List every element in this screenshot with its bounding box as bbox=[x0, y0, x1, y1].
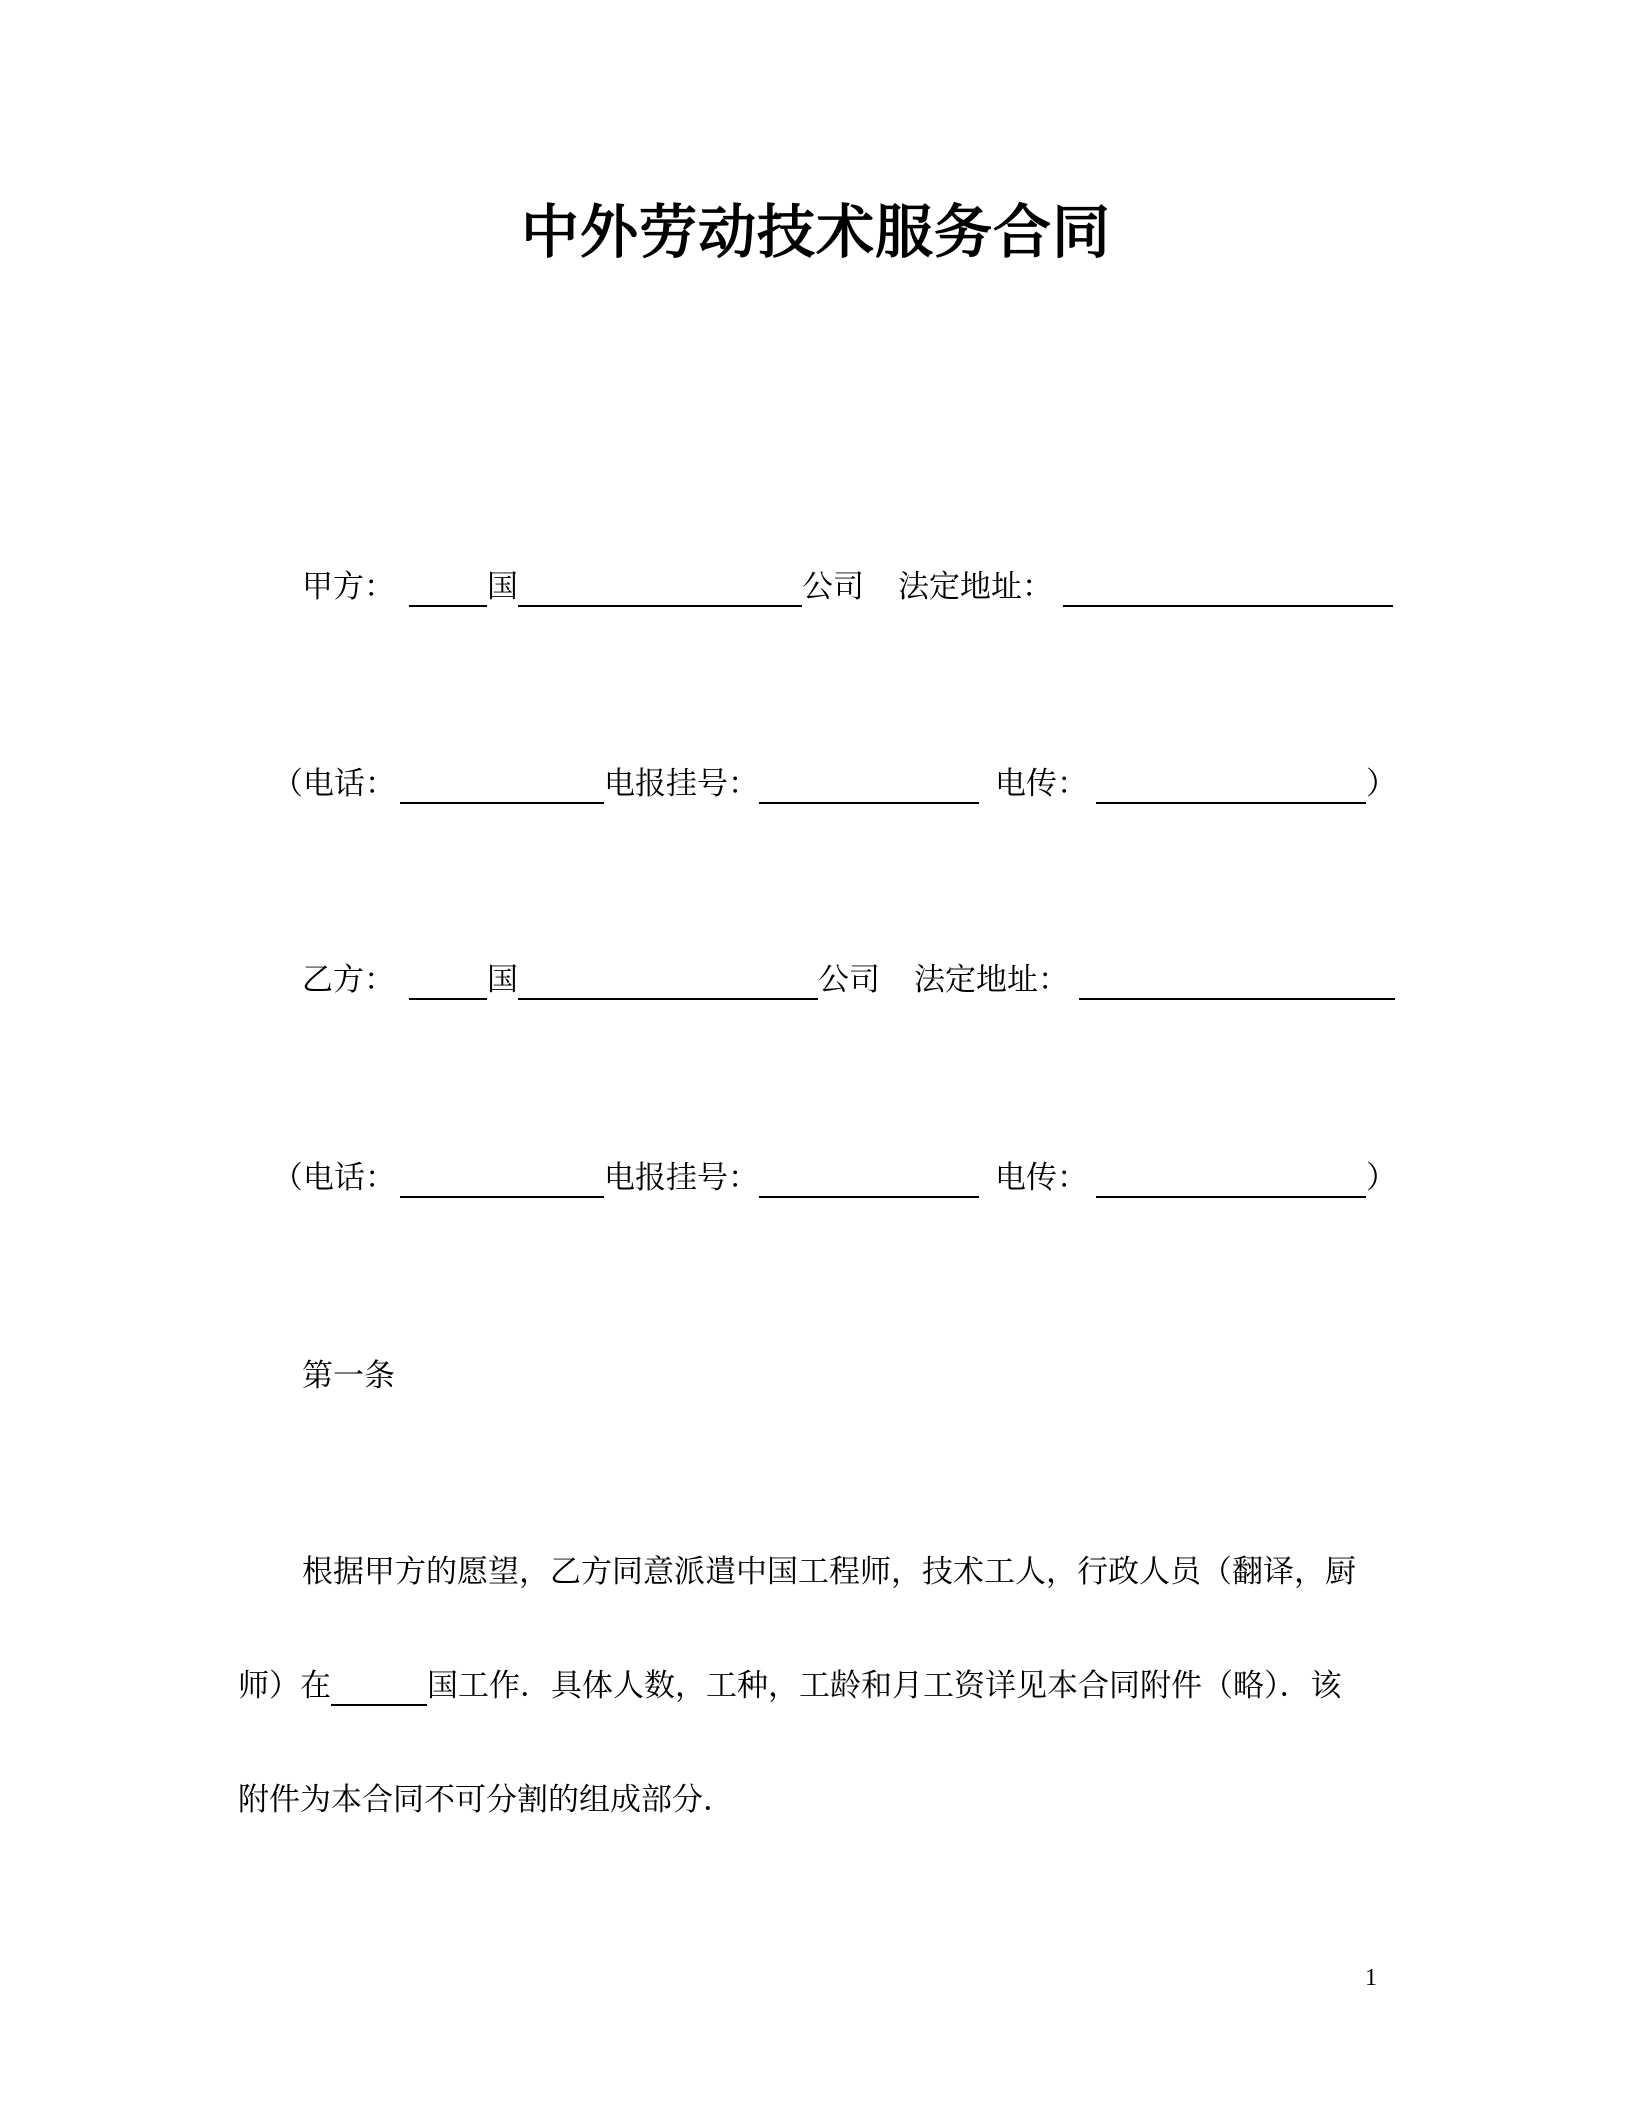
party-b-fax-blank[interactable] bbox=[1096, 1162, 1366, 1198]
article-1-line-1: 根据甲方的愿望，乙方同意派遣中国工程师，技术工人，行政人员（翻译，厨 bbox=[302, 1554, 1356, 1590]
close-paren: ） bbox=[1366, 766, 1397, 802]
article-1-line-3: 附件为本合同不可分割的组成部分． bbox=[238, 1782, 734, 1818]
party-a-company-blank[interactable] bbox=[518, 571, 802, 607]
contract-title: 中外劳动技术服务合同 bbox=[520, 198, 1111, 266]
page-number: 1 bbox=[1365, 1965, 1377, 1991]
party-a-fax-blank[interactable] bbox=[1096, 768, 1366, 804]
party-a-contact-line bbox=[272, 764, 1397, 804]
party-b-country-suffix: 国 bbox=[487, 962, 518, 998]
party-b-telegraph-blank[interactable] bbox=[759, 1162, 979, 1198]
open-paren: （ bbox=[272, 1160, 303, 1196]
party-a-line bbox=[302, 567, 1393, 607]
party-a-telegraph-blank[interactable] bbox=[759, 768, 979, 804]
article-1-line-2 bbox=[238, 1666, 1342, 1706]
article-1-line-2-before: 师）在 bbox=[238, 1668, 331, 1704]
party-a-address-label: 法定地址： bbox=[898, 569, 1053, 605]
party-a-label: 甲方： bbox=[302, 569, 395, 605]
party-b-address-label: 法定地址： bbox=[914, 962, 1069, 998]
fax-label: 电传： bbox=[995, 766, 1088, 802]
work-country-blank[interactable] bbox=[331, 1670, 427, 1706]
party-a-country-blank[interactable] bbox=[409, 571, 487, 607]
party-a-phone-blank[interactable] bbox=[400, 768, 604, 804]
open-paren: （ bbox=[272, 766, 303, 802]
party-b-country-blank[interactable] bbox=[409, 964, 487, 1000]
phone-label: 电话： bbox=[303, 766, 396, 802]
article-1-heading: 第一条 bbox=[302, 1358, 395, 1394]
party-a-address-blank[interactable] bbox=[1063, 571, 1393, 607]
phone-label: 电话： bbox=[303, 1160, 396, 1196]
telegraph-label: 电报挂号： bbox=[604, 1160, 759, 1196]
party-a-country-suffix: 国 bbox=[487, 569, 518, 605]
fax-label: 电传： bbox=[995, 1160, 1088, 1196]
close-paren: ） bbox=[1366, 1160, 1397, 1196]
party-b-contact-line bbox=[272, 1158, 1397, 1198]
telegraph-label: 电报挂号： bbox=[604, 766, 759, 802]
party-b-label: 乙方： bbox=[302, 962, 395, 998]
article-1-line-2-after: 国工作．具体人数，工种，工龄和月工资详见本合同附件（略）．该 bbox=[427, 1668, 1342, 1704]
party-a-company-suffix: 公司 bbox=[802, 569, 864, 605]
party-b-company-suffix: 公司 bbox=[818, 962, 880, 998]
party-b-company-blank[interactable] bbox=[518, 964, 818, 1000]
party-b-line bbox=[302, 960, 1395, 1000]
party-b-address-blank[interactable] bbox=[1079, 964, 1395, 1000]
party-b-phone-blank[interactable] bbox=[400, 1162, 604, 1198]
